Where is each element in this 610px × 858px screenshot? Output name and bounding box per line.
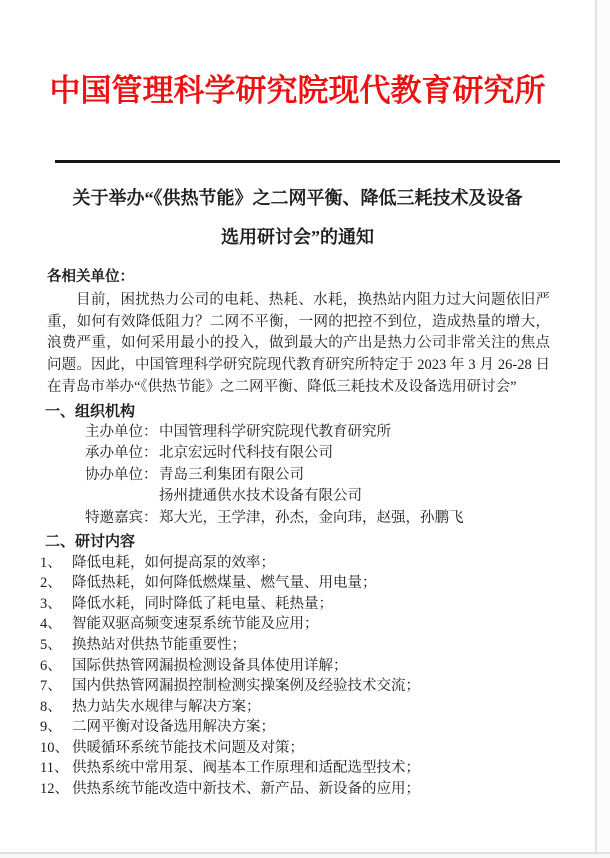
topic-text: 国内供热管网漏损控制检测实操案例及经验技术交流； [72,678,420,695]
topic-number: 11、 [40,760,69,777]
topic-list [40,553,550,800]
topic-number: 3、 [40,595,62,612]
topic-number: 1、 [40,554,62,571]
intro-paragraph: 目前，困扰热力公司的电耗、热耗、水耗，换热站内阻力过大问题依旧严重，如何有效降低阻力？二网不平衡，一网的把控不到位，造成热量的增大，浪费严重，如何采用最小的投入，做到最大的产出是热力公司非常关注的焦点问题。因此，中国管理科学研究院现代教育研究所特定于 2023 年 3 月 26-28 日在青岛市举办“《供热节能》之二网平衡、降低三耗技术及设备选用研讨会” [47,292,550,395]
org-row-undertaker [85,443,550,464]
topic-item [40,717,550,738]
topic-item [40,758,550,779]
page-bottom-gutter [0,854,610,858]
section-heading-topics: 二、研讨内容 [45,533,136,551]
org-value: 中国管理科学研究院现代教育研究所 [159,424,391,441]
topic-text: 国际供热管网漏损检测设备具体使用详解； [72,657,348,674]
letterhead-divider [55,160,560,163]
org-label: 承办单位： [85,445,158,462]
topic-text: 降低热耗，如何降低燃煤量、燃气量、用电量； [72,575,377,592]
org-value: 青岛三利集团有限公司 [159,466,304,483]
topic-text: 供暖循环系统节能技术问题及对策； [72,739,304,756]
org-row-co-organizer [85,465,550,486]
topic-item [40,614,550,635]
salutation: 各相关单位： [47,269,134,285]
topic-text: 降低电耗，如何提高泵的效率； [72,554,275,571]
topic-item [40,738,550,759]
topic-item [40,779,550,800]
page-right-gutter [597,0,610,858]
org-row-host [85,422,550,443]
topic-text: 换热站对供热节能重要性； [72,636,246,653]
topic-item [40,594,550,615]
topic-text: 供热系统节能改造中新技术、新产品、新设备的应用； [72,781,420,798]
notice-title [30,179,565,257]
topic-text: 降低水耗，同时降低了耗电量、耗热量； [72,595,333,612]
topic-item [40,553,550,574]
topic-number: 8、 [40,698,62,715]
org-value: 北京宏远时代科技有限公司 [159,445,333,462]
org-co-organizer-second: 扬州捷通供水技术设备有限公司 [159,488,362,505]
topic-number: 9、 [40,719,62,736]
org-label: 主办单位： [85,424,158,441]
organization-block [85,422,550,529]
topic-item [40,656,550,677]
topic-number: 2、 [40,575,62,592]
topic-number: 4、 [40,616,62,633]
topic-text: 智能双驱高频变速泵系统节能及应用； [72,616,319,633]
topic-text: 热力站失水规律与解决方案； [72,698,261,715]
topic-item [40,697,550,718]
org-row-guests [85,508,550,529]
topic-number: 12、 [40,781,69,798]
topic-number: 10、 [40,739,69,756]
org-value: 郑大光，王学津，孙杰，金向玮，赵强，孙鹏飞 [159,509,464,526]
topic-item [40,573,550,594]
notice-title-line-1: 关于举办“《供热节能》之二网平衡、降低三耗技术及设备 [72,188,523,208]
org-label: 特邀嘉宾： [85,509,158,526]
topic-number: 5、 [40,636,62,653]
topic-item [40,635,550,656]
notice-title-line-2: 选用研讨会”的通知 [221,227,374,247]
topic-text: 供热系统中常用泵、阀基本工作原理和适配选型技术； [72,760,420,777]
topic-item [40,676,550,697]
topic-number: 7、 [40,678,62,695]
topic-text: 二网平衡对设备选用解决方案； [72,719,275,736]
section-heading-organization: 一、组织机构 [45,402,136,420]
org-label: 协办单位： [85,466,158,483]
letterhead-title: 中国管理科学研究院现代教育研究所 [49,73,546,108]
topic-number: 6、 [40,657,62,674]
